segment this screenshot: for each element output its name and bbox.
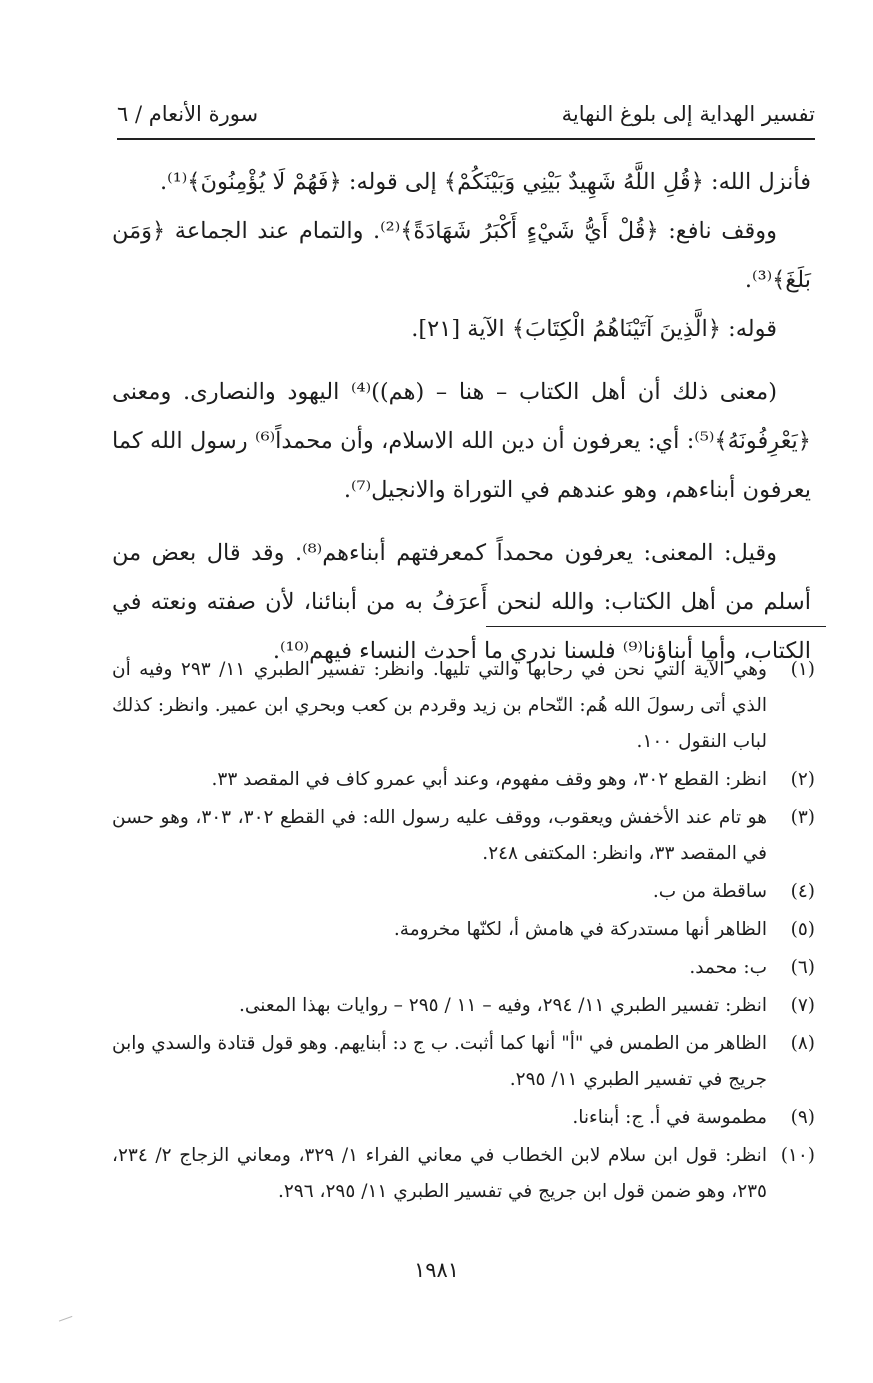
footnote-number: (٣) xyxy=(790,807,815,828)
paragraph-1: فأنزل الله: ﴿قُلِ اللَّهُ شَهِيدٌ بَيْنِي وَبَيْنَكُمْ﴾ إلى قوله: ﴿فَهُمْ لَا يُؤْمِنُونَ﴾⁽¹⁾. xyxy=(160,169,811,195)
footnote xyxy=(112,1100,815,1136)
footnote xyxy=(112,988,815,1024)
footnote xyxy=(112,874,815,910)
footnote xyxy=(112,912,815,948)
footnote-text: الظاهر من الطمس في "أ" أنها كما أثبت. ب ج د: أبنايهم. وهو قول قتادة والسدي وابن جريج في تفسير الطبري ١١/ ٢٩٥. xyxy=(112,1033,767,1090)
paragraph-4: (معنى ذلك أن أهل الكتاب – هنا – (هم))⁽⁴⁾ اليهود والنصارى. ومعنى ﴿يَعْرِفُونَهُ﴾⁽⁵⁾: أي: يعرفون أن دين الله الاسلام، وأن محمداً⁽⁶⁾ رسول الله كما يعرفون أبناءهم، وهو عندهم في التوراة والانجيل⁽⁷⁾. xyxy=(112,379,811,503)
footnote-number: (٧) xyxy=(790,995,815,1016)
header-rule xyxy=(117,138,815,140)
footnotes xyxy=(112,652,815,1212)
footnote-number: (٥) xyxy=(790,919,815,940)
paragraph-3: قوله: ﴿الَّذِينَ آتَيْنَاهُمُ الْكِتَابَ﴾ الآية [٢١]. xyxy=(411,316,777,342)
footnote-text: الظاهر أنها مستدركة في هامش أ، لكنّها مخرومة. xyxy=(393,919,767,940)
footnote-text: انظر: قول ابن سلام لابن الخطاب في معاني الفراء ١/ ٣٢٩، ومعاني الزجاج ٢/ ٢٣٤، ٢٣٥، وهو ضمن قول ابن جريج في تفسير الطبري ١١/ ٢٩٥، ٢٩٦. xyxy=(112,1145,767,1202)
footnote-number: (٨) xyxy=(790,1033,815,1054)
footnote xyxy=(112,800,815,872)
footnote-text: انظر: تفسير الطبري ١١/ ٢٩٤، وفيه – ١١ / ٢٩٥ – روايات بهذا المعنى. xyxy=(238,995,767,1016)
footnote xyxy=(112,762,815,798)
footnote-text: ساقطة من ب. xyxy=(652,881,767,902)
footnote-text: هو تام عند الأخفش ويعقوب، ووقف عليه رسول الله: في القطع ٣٠٢، ٣٠٣، وهو حسن في المقصد ٣٣، وانظر: المكتفى ٢٤٨. xyxy=(112,807,767,864)
footnote xyxy=(112,950,815,986)
surah-reference: سورة الأنعام / ٦ xyxy=(117,102,259,126)
running-header xyxy=(117,94,815,134)
book-title: تفسير الهداية إلى بلوغ النهاية xyxy=(561,102,815,126)
footnote-number: (١) xyxy=(790,659,815,680)
main-text xyxy=(112,158,811,676)
footnote-text: انظر: القطع ٣٠٢، وهو وقف مفهوم، وعند أبي عمرو كاف في المقصد ٣٣. xyxy=(211,769,767,790)
footnote-number: (٢) xyxy=(790,769,815,790)
footnote-text: مطموسة في أ. ج: أبناءنا. xyxy=(572,1107,767,1128)
paragraph-5: وقيل: المعنى: يعرفون محمداً كمعرفتهم أبناءهم⁽⁸⁾. وقد قال بعض من أسلم من أهل الكتاب: والله لنحن أَعرَفُ به من أبنائنا، لأن صفته ونعته في الكتاب، وأما أبناؤنا⁽⁹⁾ فلسنا ندري ما أحدث النساء فيهم⁽¹⁰⁾. xyxy=(112,540,811,664)
footnote xyxy=(112,652,815,760)
footnote-text: وهي الآية التي نحن في رحابها والتي تليها. وانظر: تفسير الطبري ١١/ ٢٩٣ وفيه أن الذي أتى رسولَ الله هُم: النّحام بن زيد وقردم بن كعب وبحري ابن عمير. وانظر: كذلك لباب النقول ١٠٠. xyxy=(112,659,767,752)
footnote xyxy=(112,1026,815,1098)
footnote-separator xyxy=(486,626,826,627)
footnote-number: (٤) xyxy=(790,881,815,902)
footnote-number: (٩) xyxy=(790,1107,815,1128)
paragraph-2: ووقف نافع: ﴿قُلْ أَيُّ شَيْءٍ أَكْبَرُ شَهَادَةً﴾⁽²⁾. والتمام عند الجماعة ﴿وَمَن بَلَغَ﴾⁽³⁾. xyxy=(112,218,811,293)
footnote-number: (١٠) xyxy=(780,1145,815,1166)
footnote-number: (٦) xyxy=(790,957,815,978)
paper-mark xyxy=(59,1316,75,1329)
footnote xyxy=(112,1138,815,1210)
page-number: ١٩٨١ xyxy=(413,1258,460,1282)
footnote-text: ب: محمد. xyxy=(689,957,767,978)
